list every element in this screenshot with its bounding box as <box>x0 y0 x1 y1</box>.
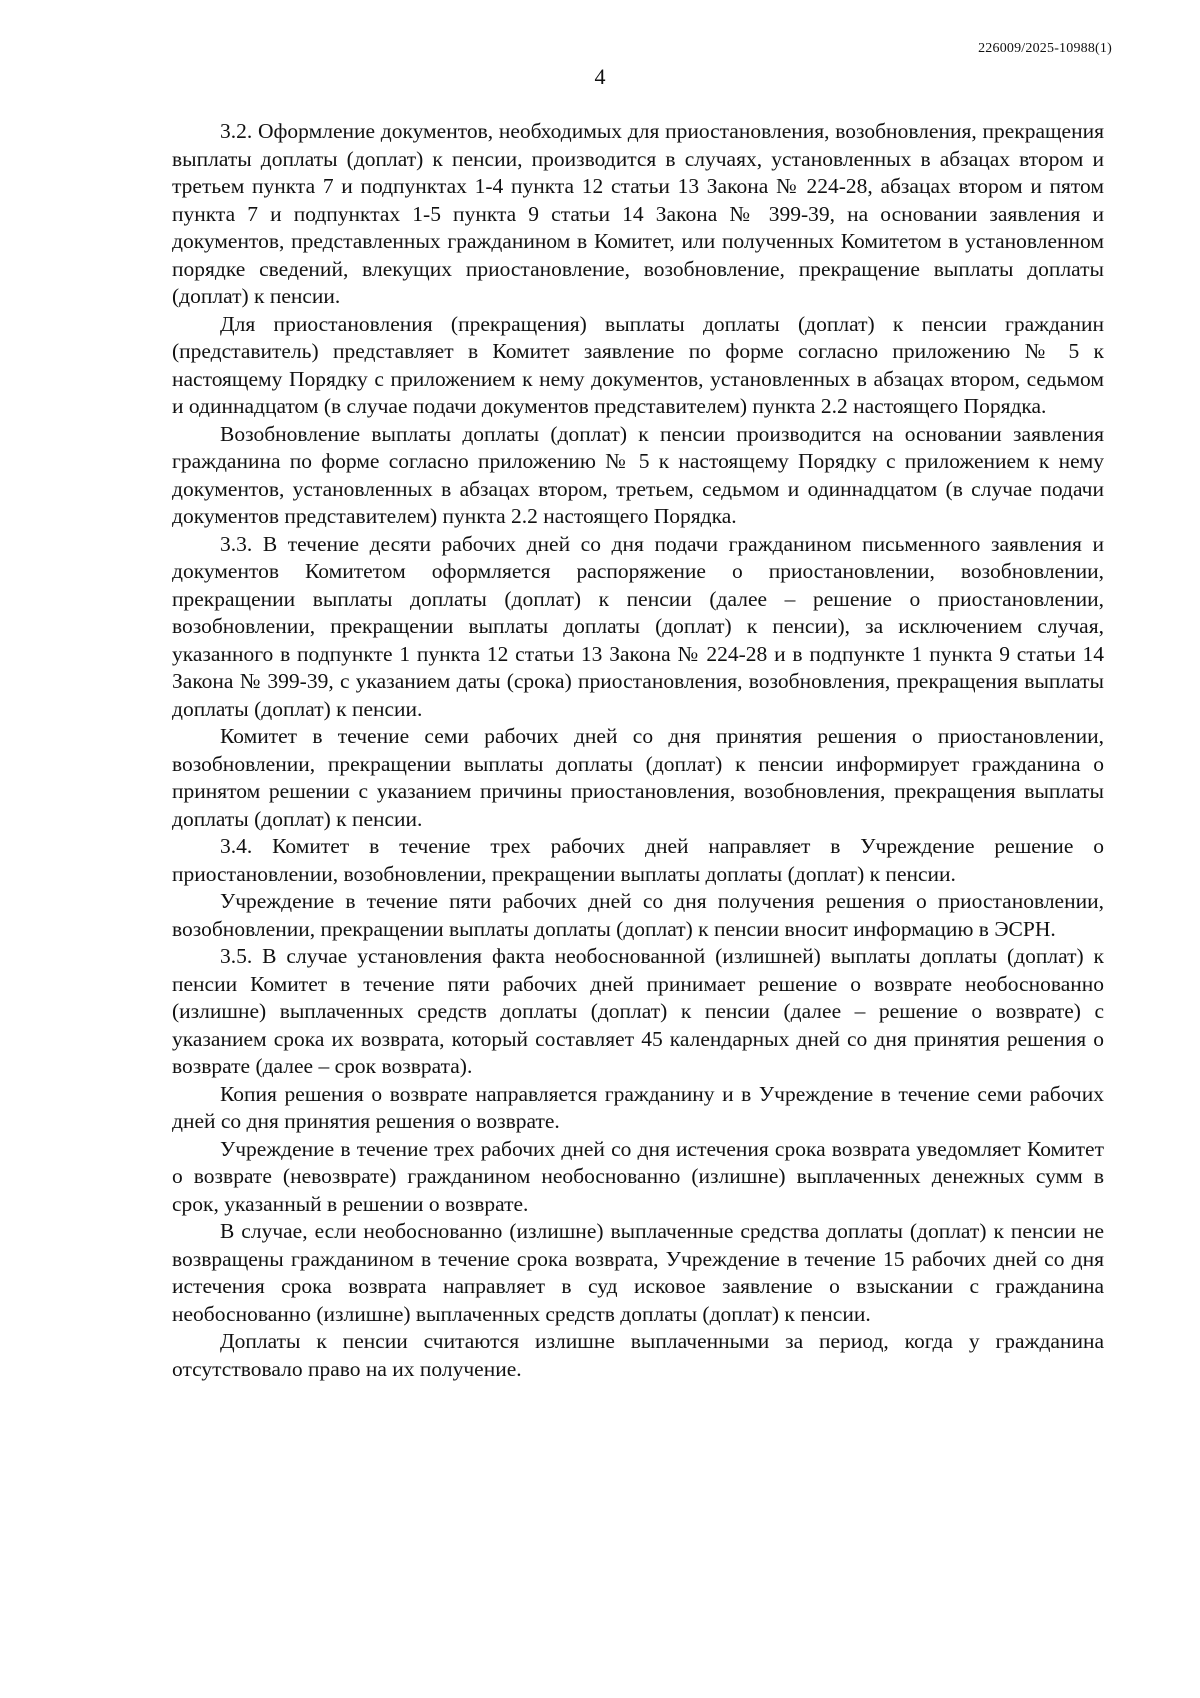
page-number: 4 <box>594 64 606 89</box>
document-registration-number: 226009/2025-10988(1) <box>978 41 1112 56</box>
paragraph-court-claim: В случае, если необоснованно (излишне) выплаченные средства доплаты (доплат) к пенсии не возвращены гражданином в течение срока возврата, Учреждение в течение 15 рабочих дней со дня истечения срока возврата направляет в суд исковое заявление о взыскании с гражданина необоснованно (излишне) выплаченных средств доплаты (доплат) к пенсии. <box>172 1219 1104 1326</box>
paragraph-3-3: 3.3. В течение десяти рабочих дней со дня подачи гражданином письменного заявления и документов Комитетом оформляется распоряжение о приостановлении, возобновлении, прекращении выплаты доплаты (доплат) к пенсии (далее – решение о приостановлении, возобновлении, прекращении выплаты доплаты (доплат) к пенсии), за исключением случая, указанного в подпункте 1 пункта 12 статьи 13 Закона № 224-28 и в подпункте 1 пункта 9 статьи 14 Закона № 399-39, с указанием даты (срока) приостановления, возобновления, прекращения выплаты доплаты (доплат) к пенсии. <box>172 531 1104 721</box>
paragraph-committee-notification: Комитет в течение семи рабочих дней со дня принятия решения о приостановлении, возобновлении, прекращении выплаты доплаты (доплат) к пенсии информирует гражданина о принятом решении с указанием причины приостановления, возобновления, прекращения выплаты доплаты (доплат) к пенсии. <box>172 724 1104 831</box>
paragraph-resumption: Возобновление выплаты доплаты (доплат) к пенсии производится на основании заявления гражданина по форме согласно приложению № 5 к настоящему Порядку с приложением к нему документов, установленных в абзацах втором, третьем, седьмом и одиннадцатом (в случае подачи документов представителем) пункта 2.2 настоящего Порядка. <box>172 421 1104 528</box>
paragraph-overpayment-definition: Доплаты к пенсии считаются излишне выплаченными за период, когда у гражданина отсутствовало право на их получение. <box>172 1329 1104 1381</box>
paragraph-return-decision-copy: Копия решения о возврате направляется гражданину и в Учреждение в течение семи рабочих дней со дня принятия решения о возврате. <box>172 1081 1104 1133</box>
paragraph-suspension-request: Для приостановления (прекращения) выплаты доплаты (доплат) к пенсии гражданин (представитель) представляет в Комитет заявление по форме согласно приложению № 5 к настоящему Порядку с приложением к нему документов, установленных в абзацах втором, седьмом и одиннадцатом (в случае подачи документов представителем) пункта 2.2 настоящего Порядка. <box>172 311 1104 418</box>
paragraph-institution-esrn: Учреждение в течение пяти рабочих дней со дня получения решения о приостановлении, возобновлении, прекращении выплаты доплаты (доплат) к пенсии вносит информацию в ЭСРН. <box>172 889 1104 941</box>
paragraph-3-5: 3.5. В случае установления факта необоснованной (излишней) выплаты доплаты (доплат) к пенсии Комитет в течение пяти рабочих дней принимает решение о возврате необоснованно (излишне) выплаченных средств доплаты (доплат) к пенсии (далее – решение о возврате) с указанием срока их возврата, который составляет 45 календарных дней со дня принятия решения о возврате (далее – срок возврата). <box>172 944 1104 1078</box>
paragraph-3-4: 3.4. Комитет в течение трех рабочих дней направляет в Учреждение решение о приостановлении, возобновлении, прекращении выплаты доплаты (доплат) к пенсии. <box>172 834 1104 886</box>
paragraph-return-notification: Учреждение в течение трех рабочих дней со дня истечения срока возврата уведомляет Комитет о возврате (невозврате) гражданином необоснованно (излишне) выплаченных денежных сумм в срок, указанный в решении о возврате. <box>172 1136 1104 1216</box>
document-body <box>172 118 1104 1383</box>
paragraph-3-2: 3.2. Оформление документов, необходимых для приостановления, возобновления, прекращения выплаты доплаты (доплат) к пенсии, производится в случаях, установленных в абзацах втором и третьем пункта 7 и подпунктах 1-4 пункта 12 статьи 13 Закона № 224-28, абзацах втором и пятом пункта 7 и подпунктах 1-5 пункта 9 статьи 14 Закона № 399-39, на основании заявления и документов, представленных гражданином в Комитет, или полученных Комитетом в установленном порядке сведений, влекущих приостановление, возобновление, прекращение выплаты доплаты (доплат) к пенсии. <box>172 119 1104 308</box>
